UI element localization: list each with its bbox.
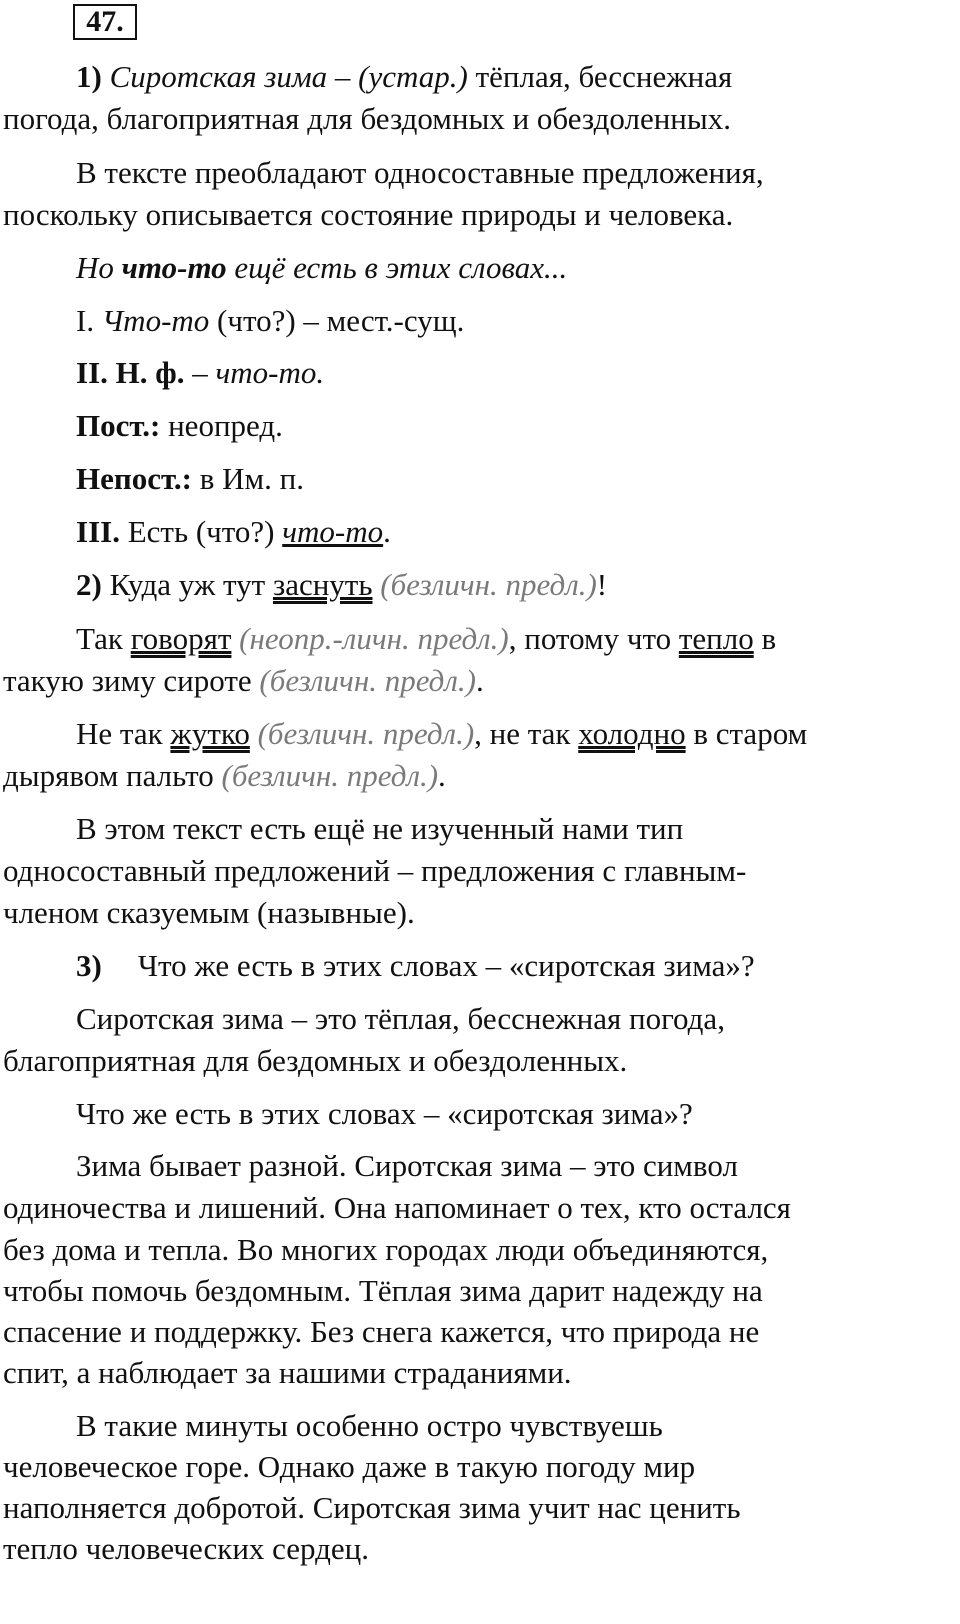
- section-2-line-5: [3, 755, 953, 797]
- parse-l1-roman: I.: [76, 303, 102, 338]
- question-bold: что-то: [121, 250, 227, 285]
- parse-l3-label: Пост.:: [76, 408, 161, 443]
- s3-note: (безличн. предл.): [249, 716, 475, 751]
- final-line-2: человеческое горе. Однако даже в такую погоду мир: [3, 1449, 696, 1484]
- section-2-line-2: [3, 618, 953, 660]
- s2-predicate-2: тепло: [678, 621, 754, 656]
- essay-line-2: одиночества и лишений. Она напоминает о тех, кто остался: [3, 1190, 791, 1225]
- s3-pre: Не так: [76, 716, 171, 751]
- parse-l5-label: III.: [76, 514, 120, 549]
- parse-l1-word: Что-то: [101, 303, 210, 338]
- s2-end: в: [753, 621, 777, 656]
- essay-line-5: спасение и поддержку. Без снега кажется, что природа не: [3, 1314, 760, 1349]
- parse-line-3: [3, 405, 953, 447]
- s1-predicate: заснуть: [272, 567, 373, 602]
- parse-line-2: [3, 352, 953, 394]
- parse-l4-rest: в Им. п.: [191, 461, 304, 496]
- s2-pre: Так: [76, 621, 131, 656]
- s1-pre: Куда уж тут: [101, 567, 273, 602]
- question-pre: Но: [76, 250, 122, 285]
- essay-line-3: без дома и тепла. Во многих городах люди объединяются,: [3, 1232, 769, 1267]
- section-3-marker: 3): [76, 948, 102, 983]
- text-analysis-line-1: В тексте преобладают односоставные предложения,: [76, 155, 764, 190]
- section-2-line-4: [3, 713, 953, 755]
- s3-predicate-2: холодно: [578, 716, 686, 751]
- parse-l5-mid: Есть (что?): [119, 514, 283, 549]
- text-analysis-line-2: поскольку описывается состояние природы и человека.: [3, 197, 734, 232]
- s2-end-2: .: [475, 663, 484, 698]
- parse-l3-rest: неопред.: [160, 408, 283, 443]
- s1-note: (безличн. предл.): [372, 567, 597, 602]
- final-line-4: тепло человеческих сердец.: [3, 1531, 370, 1566]
- definition-note: (устар.): [358, 59, 468, 94]
- definition-term: Сиротская зима: [109, 59, 328, 94]
- section-2-line-6: В этом текст есть ещё не изученный нами тип: [76, 811, 684, 846]
- s3-end-2: .: [438, 758, 446, 793]
- section-2-line-7: односоставный предложений – предложения с главным-: [3, 853, 747, 888]
- section-2-line-8: членом сказуемым (назывные).: [3, 895, 415, 930]
- definition-dash: –: [327, 59, 359, 94]
- parse-line-1: [3, 300, 953, 342]
- s3-note-2: (безличн. предл.): [213, 758, 439, 793]
- parse-l4-label: Непост.:: [76, 461, 192, 496]
- section-3-question: [3, 945, 953, 987]
- definition-line-1: [3, 56, 953, 98]
- s2-line2: такую зиму сироте: [3, 663, 252, 698]
- s2-note-2: (безличн. предл.): [251, 663, 476, 698]
- s3-line2: дырявом пальто: [3, 758, 214, 793]
- s3-mid: , не так: [474, 716, 579, 751]
- section-3-q1: Что же есть в этих словах – «сиротская зима»?: [137, 948, 755, 983]
- parse-line-5: [3, 511, 953, 553]
- essay-line-6: спит, а наблюдает за нашими страданиями.: [3, 1355, 572, 1390]
- s3-end: в старом: [685, 716, 808, 751]
- parse-line-4: [3, 458, 953, 500]
- final-line-3: наполняется добротой. Сиротская зима учит нас ценить: [3, 1490, 741, 1525]
- s3-predicate: жутко: [170, 716, 250, 751]
- s1-end: !: [596, 567, 608, 602]
- question-post: ещё есть в этих словах...: [226, 250, 568, 285]
- definition-text: тёплая, бесснежная: [467, 59, 733, 94]
- parse-l5-word: что-то: [282, 514, 384, 549]
- s2-mid: , потому что: [508, 621, 679, 656]
- section-3-answer-line-1: Сиротская зима – это тёплая, бесснежная погода,: [76, 1001, 725, 1036]
- section-2-marker: 2): [76, 567, 102, 602]
- section-2-line-3: [3, 660, 953, 702]
- s2-predicate: говорят: [130, 621, 232, 656]
- final-line-1: В такие минуты особенно остро чувствуешь: [76, 1408, 663, 1443]
- section-3-answer-line-2: благоприятная для бездомных и обездоленных.: [3, 1043, 628, 1078]
- parse-l2-label: II. Н. ф.: [76, 355, 185, 390]
- essay-line-1: Зима бывает разной. Сиротская зима – это символ: [76, 1148, 738, 1183]
- task-number: 47.: [73, 4, 137, 40]
- parse-l5-end: .: [383, 514, 391, 549]
- section-2-line-1: [3, 564, 953, 606]
- s2-note: (неопр.-личн. предл.): [231, 621, 509, 656]
- definition-line-2: погода, благоприятная для бездомных и обездоленных.: [3, 101, 731, 136]
- essay-line-4: чтобы помочь бездомным. Тёплая зима дарит надежду на: [3, 1273, 763, 1308]
- section-1-marker: 1): [76, 59, 102, 94]
- parse-l2-rest: – что-то.: [184, 355, 325, 390]
- parse-l1-rest: (что?) – мест.-сущ.: [209, 303, 465, 338]
- question-line: [3, 247, 953, 289]
- section-3-question-2: Что же есть в этих словах – «сиротская зима»?: [76, 1096, 693, 1131]
